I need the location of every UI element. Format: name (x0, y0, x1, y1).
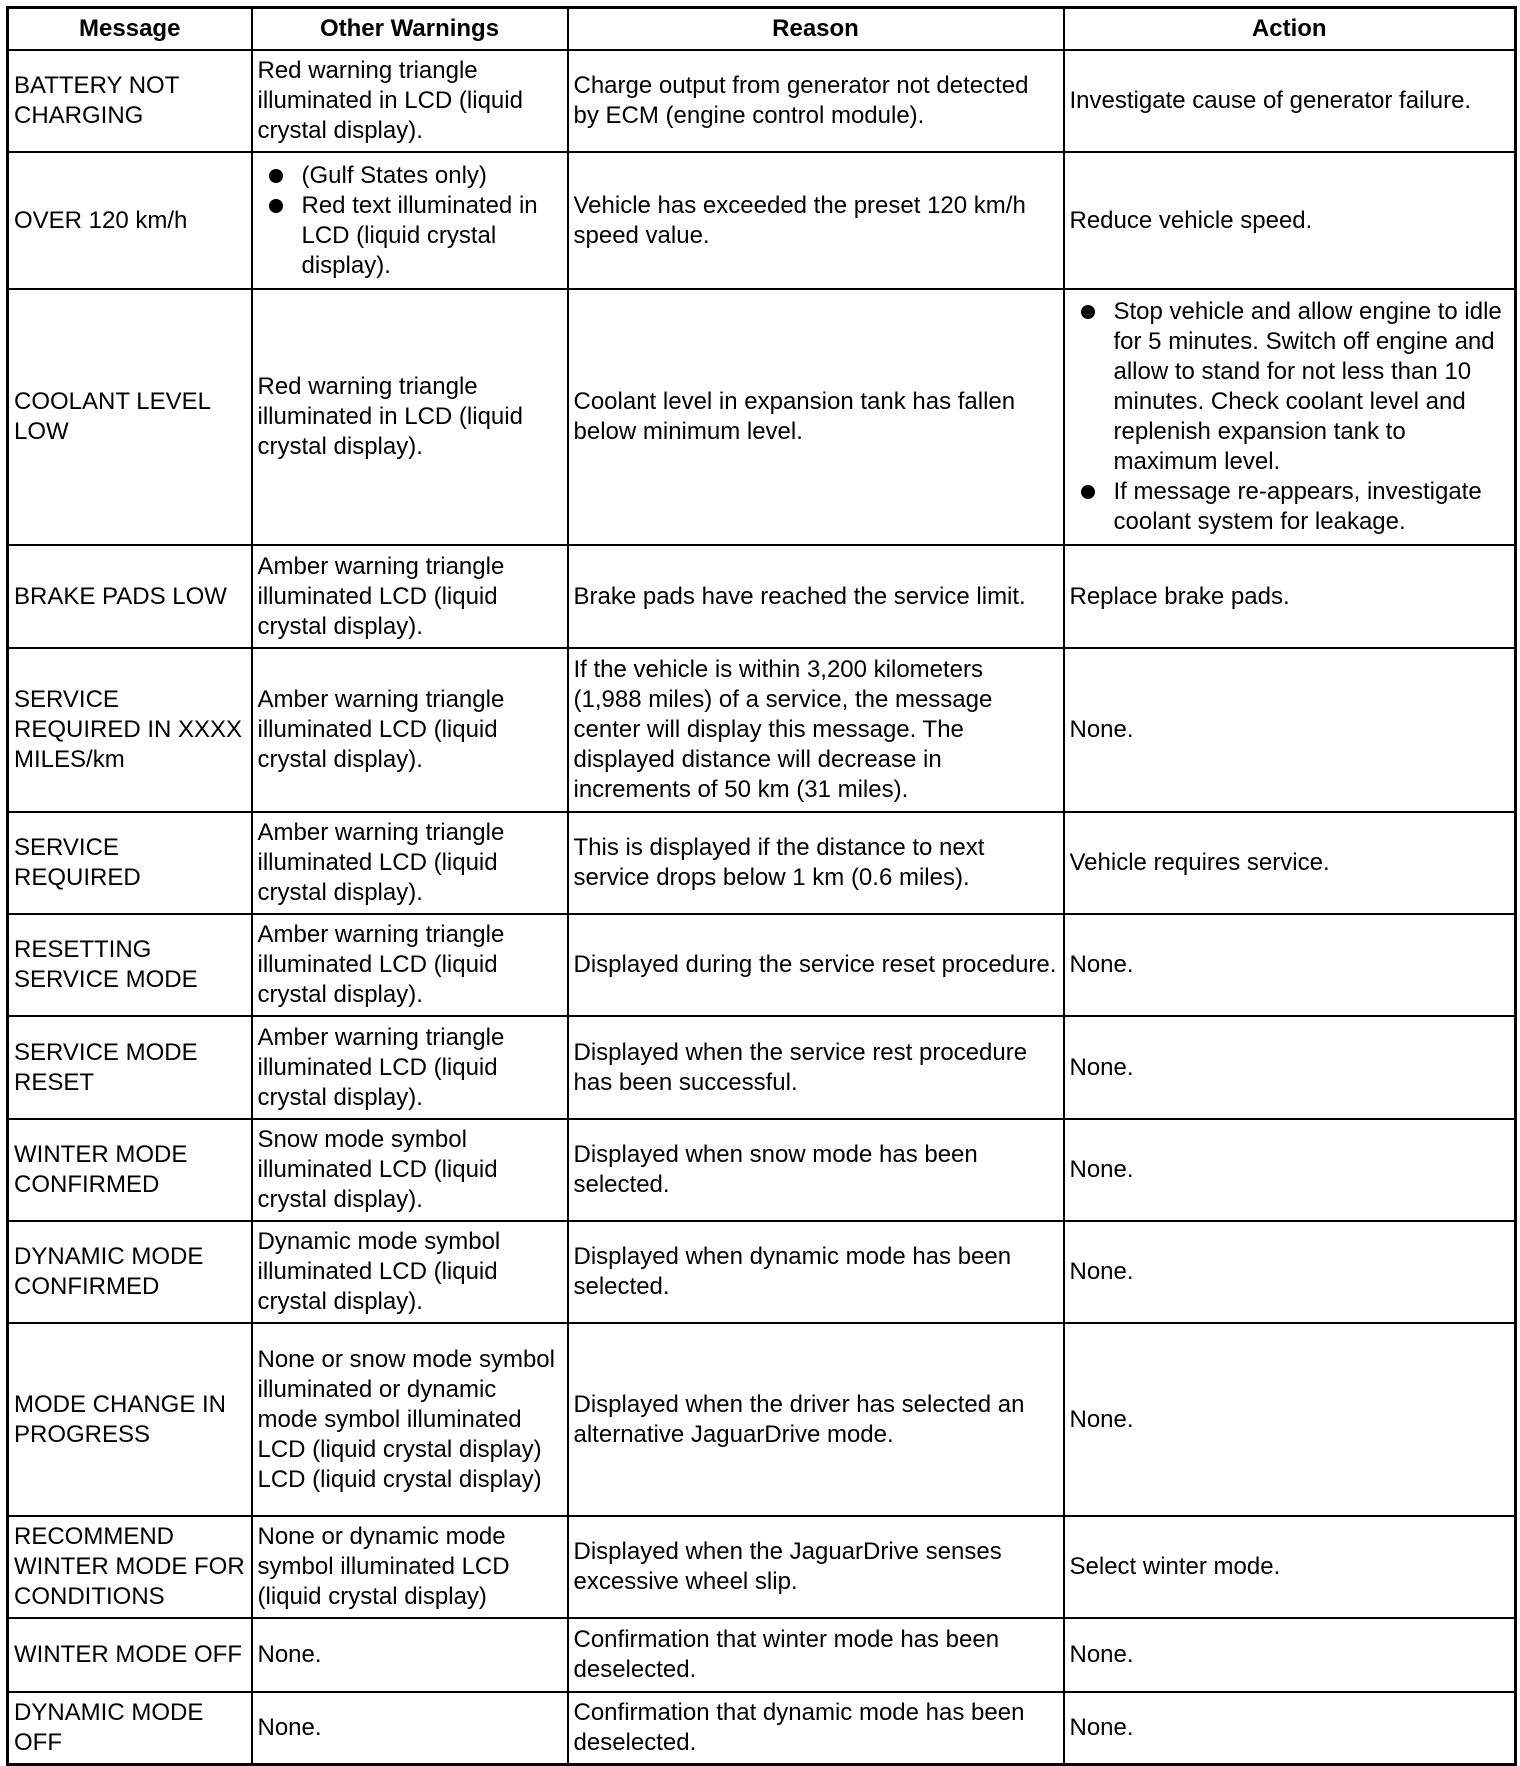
cell-action: None. (1064, 1323, 1516, 1516)
list-item (302, 191, 562, 281)
cell-action: Replace brake pads. (1064, 545, 1516, 648)
table-row (8, 289, 1516, 545)
cell-action: Select winter mode. (1064, 1516, 1516, 1618)
cell-other-warnings (252, 152, 568, 289)
cell-action: None. (1064, 1221, 1516, 1323)
cell-action: Vehicle requires service. (1064, 812, 1516, 914)
cell-other-warnings: Amber warning triangle illuminated LCD (liquid crystal display). (252, 1016, 568, 1119)
table-row (8, 1323, 1516, 1516)
list-item-text: Red text illuminated in LCD (liquid crystal display). (301, 191, 538, 279)
cell-action: Reduce vehicle speed. (1064, 152, 1516, 289)
cell-message: SERVICE MODE RESET (8, 1016, 252, 1119)
cell-reason: Confirmation that dynamic mode has been deselected. (568, 1692, 1064, 1764)
cell-message: BRAKE PADS LOW (8, 545, 252, 648)
table-row (8, 1016, 1516, 1119)
table-row (8, 914, 1516, 1016)
cell-message: RESETTING SERVICE MODE (8, 914, 252, 1016)
cell-reason: Displayed when dynamic mode has been selected. (568, 1221, 1064, 1323)
cell-action: None. (1064, 1016, 1516, 1119)
cell-message: SERVICE REQUIRED IN XXXX MILES/km (8, 648, 252, 812)
cell-action: None. (1064, 648, 1516, 812)
table-row (8, 545, 1516, 648)
cell-message: DYNAMIC MODE CONFIRMED (8, 1221, 252, 1323)
cell-action: None. (1064, 1618, 1516, 1692)
cell-reason: Displayed when snow mode has been selected. (568, 1119, 1064, 1221)
table-header-row (8, 8, 1516, 51)
cell-message: MODE CHANGE IN PROGRESS (8, 1323, 252, 1516)
cell-reason: Charge output from generator not detected by ECM (engine control module). (568, 50, 1064, 152)
cell-message: DYNAMIC MODE OFF (8, 1692, 252, 1764)
cell-other-warnings: None or dynamic mode symbol illuminated LCD (liquid crystal display) (252, 1516, 568, 1618)
cell-other-warnings: Amber warning triangle illuminated LCD (liquid crystal display). (252, 545, 568, 648)
cell-other-warnings: Red warning triangle illuminated in LCD (liquid crystal display). (252, 50, 568, 152)
cell-other-warnings: Amber warning triangle illuminated LCD (liquid crystal display). (252, 812, 568, 914)
message-table-container (6, 6, 1514, 1766)
cell-reason: Displayed when the service rest procedure has been successful. (568, 1016, 1064, 1119)
cell-reason: Brake pads have reached the service limit. (568, 545, 1064, 648)
list-item (302, 161, 562, 191)
cell-message: WINTER MODE CONFIRMED (8, 1119, 252, 1221)
warnings-bullet-list (258, 161, 562, 281)
table-row (8, 1692, 1516, 1764)
cell-other-warnings: Snow mode symbol illuminated LCD (liquid crystal display). (252, 1119, 568, 1221)
cell-message: COOLANT LEVEL LOW (8, 289, 252, 545)
cell-reason: This is displayed if the distance to next service drops below 1 km (0.6 miles). (568, 812, 1064, 914)
message-center-table (6, 6, 1517, 1766)
cell-reason: Displayed when the driver has selected an alternative JaguarDrive mode. (568, 1323, 1064, 1516)
table-row (8, 1516, 1516, 1618)
cell-action: None. (1064, 914, 1516, 1016)
list-item (1114, 297, 1510, 477)
list-item-text: (Gulf States only) (301, 161, 487, 189)
cell-message: WINTER MODE OFF (8, 1618, 252, 1692)
cell-action: None. (1064, 1119, 1516, 1221)
cell-reason: Confirmation that winter mode has been deselected. (568, 1618, 1064, 1692)
table-row (8, 152, 1516, 289)
bullet-icon (269, 199, 283, 213)
cell-other-warnings: Dynamic mode symbol illuminated LCD (liquid crystal display). (252, 1221, 568, 1323)
cell-reason: Displayed when the JaguarDrive senses excessive wheel slip. (568, 1516, 1064, 1618)
cell-message: BATTERY NOT CHARGING (8, 50, 252, 152)
cell-reason: Displayed during the service reset procedure. (568, 914, 1064, 1016)
cell-reason: Coolant level in expansion tank has fallen below minimum level. (568, 289, 1064, 545)
table-row (8, 50, 1516, 152)
table-row (8, 1119, 1516, 1221)
action-bullet-list (1070, 297, 1510, 537)
cell-message: OVER 120 km/h (8, 152, 252, 289)
cell-reason: If the vehicle is within 3,200 kilometers (1,988 miles) of a service, the message center will display this message. The displayed distance will decrease in increments of 50 km (31 miles). (568, 648, 1064, 812)
bullet-icon (1081, 305, 1095, 319)
cell-other-warnings: Red warning triangle illuminated in LCD (liquid crystal display). (252, 289, 568, 545)
cell-action: Investigate cause of generator failure. (1064, 50, 1516, 152)
cell-message: SERVICE REQUIRED (8, 812, 252, 914)
header-reason: Reason (568, 8, 1064, 51)
table-row (8, 812, 1516, 914)
cell-action: None. (1064, 1692, 1516, 1764)
cell-other-warnings: None. (252, 1618, 568, 1692)
bullet-icon (269, 169, 283, 183)
header-other-warnings: Other Warnings (252, 8, 568, 51)
table-row (8, 648, 1516, 812)
cell-other-warnings: Amber warning triangle illuminated LCD (liquid crystal display). (252, 648, 568, 812)
list-item-text: Stop vehicle and allow engine to idle for 5 minutes. Switch off engine and allow to stand for not less than 10 minutes. Check coolant level and replenish expansion tank to maximum level. (1113, 298, 1502, 475)
header-action: Action (1064, 8, 1516, 51)
bullet-icon (1081, 485, 1095, 499)
cell-action (1064, 289, 1516, 545)
cell-other-warnings: None or snow mode symbol illuminated or dynamic mode symbol illuminated LCD (liquid crystal display) LCD (liquid crystal display) (252, 1323, 568, 1516)
list-item (1114, 477, 1510, 537)
table-row (8, 1221, 1516, 1323)
cell-other-warnings: None. (252, 1692, 568, 1764)
cell-reason: Vehicle has exceeded the preset 120 km/h speed value. (568, 152, 1064, 289)
header-message: Message (8, 8, 252, 51)
table-row (8, 1618, 1516, 1692)
cell-other-warnings: Amber warning triangle illuminated LCD (liquid crystal display). (252, 914, 568, 1016)
cell-message: RECOMMEND WINTER MODE FOR CONDITIONS (8, 1516, 252, 1618)
list-item-text: If message re-appears, investigate coolant system for leakage. (1113, 478, 1482, 535)
